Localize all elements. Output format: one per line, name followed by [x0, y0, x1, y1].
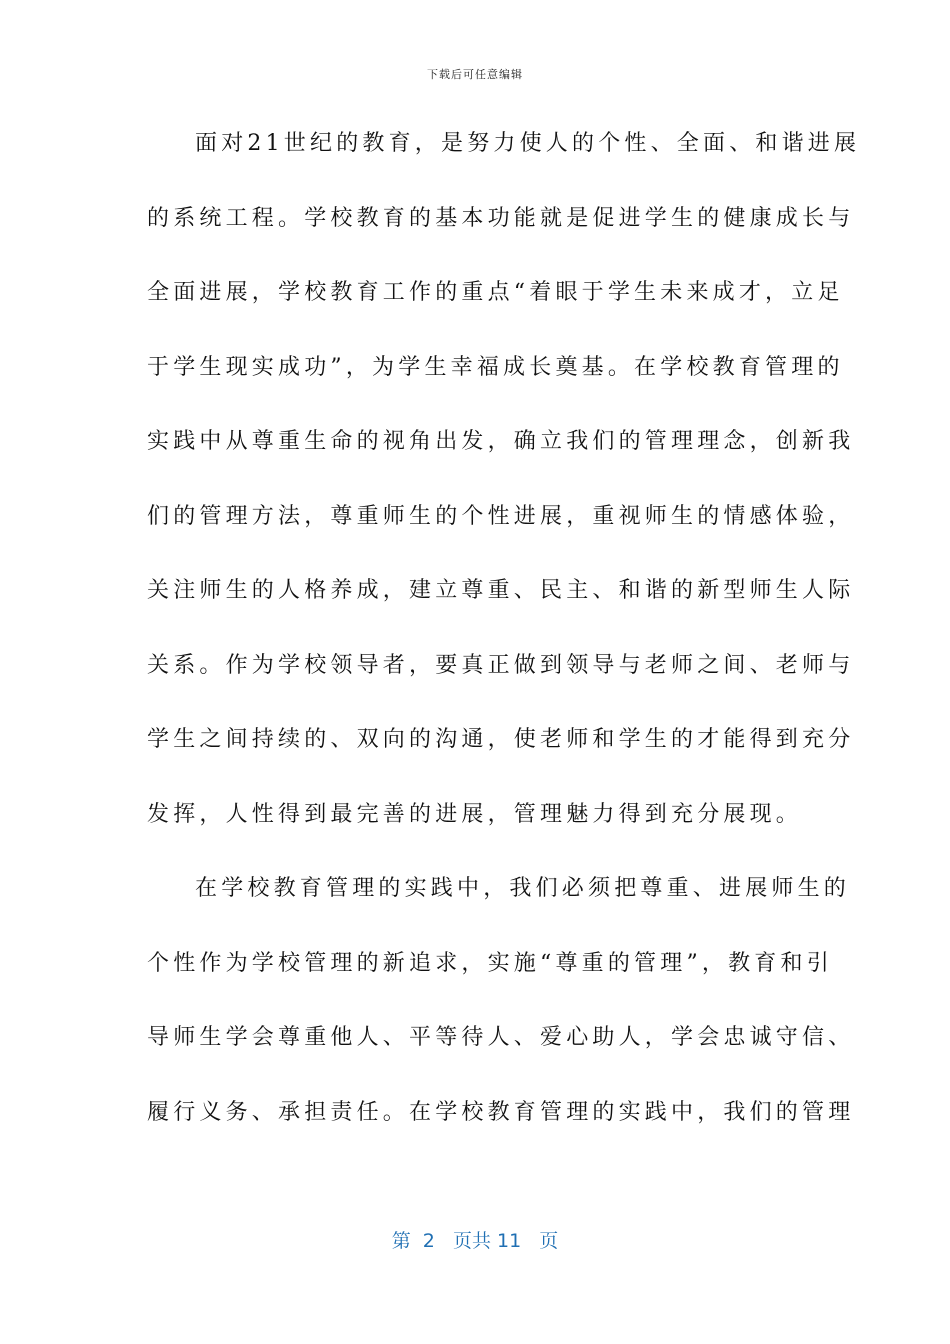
page-number-footer: 第 2 页共 11 页 — [391, 1230, 559, 1252]
paragraph-2-line-4: 履行义务、承担责任。在学校教育管理的实践中，我们的管理 — [147, 1099, 855, 1125]
paragraph-1-line-5: 实践中从尊重生命的视角出发，确立我们的管理理念，创新我 — [147, 429, 855, 454]
paragraph-1-line-1: 面对21世纪的教育，是努力使人的个性、全面、和谐进展 — [195, 131, 861, 156]
paragraph-1-line-2: 的系统工程。学校教育的基本功能就是促进学生的健康成长与 — [147, 205, 855, 231]
paragraph-1-line-7: 关注师生的人格养成，建立尊重、民主、和谐的新型师生人际 — [147, 578, 855, 603]
paragraph-1-line-4: 于学生现实成功”，为学生幸福成长奠基。在学校教育管理的 — [147, 354, 844, 380]
paragraph-1-line-9: 学生之间持续的、双向的沟通，使老师和学生的才能得到充分 — [147, 727, 855, 752]
paragraph-1-line-3: 全面进展，学校教育工作的重点“着眼于学生未来成才，立足 — [147, 280, 844, 305]
paragraph-2-line-1: 在学校教育管理的实践中，我们必须把尊重、进展师生的 — [195, 876, 851, 901]
paragraph-1-line-6: 们的管理方法，尊重师生的个性进展，重视师生的情感体验， — [147, 503, 855, 529]
paragraph-2-line-3: 导师生学会尊重他人、平等待人、爱心助人，学会忠诚守信、 — [147, 1025, 855, 1050]
paragraph-1-line-10: 发挥，人性得到最完善的进展，管理魅力得到充分展现。 — [147, 801, 803, 827]
page-header: 下载后可任意编辑 — [427, 68, 523, 81]
document-body — [147, 124, 861, 1167]
paragraph-2-line-2: 个性作为学校管理的新追求，实施“尊重的管理”，教育和引 — [147, 950, 833, 976]
paragraph-1-line-8: 关系。作为学校领导者，要真正做到领导与老师之间、老师与 — [147, 652, 855, 678]
